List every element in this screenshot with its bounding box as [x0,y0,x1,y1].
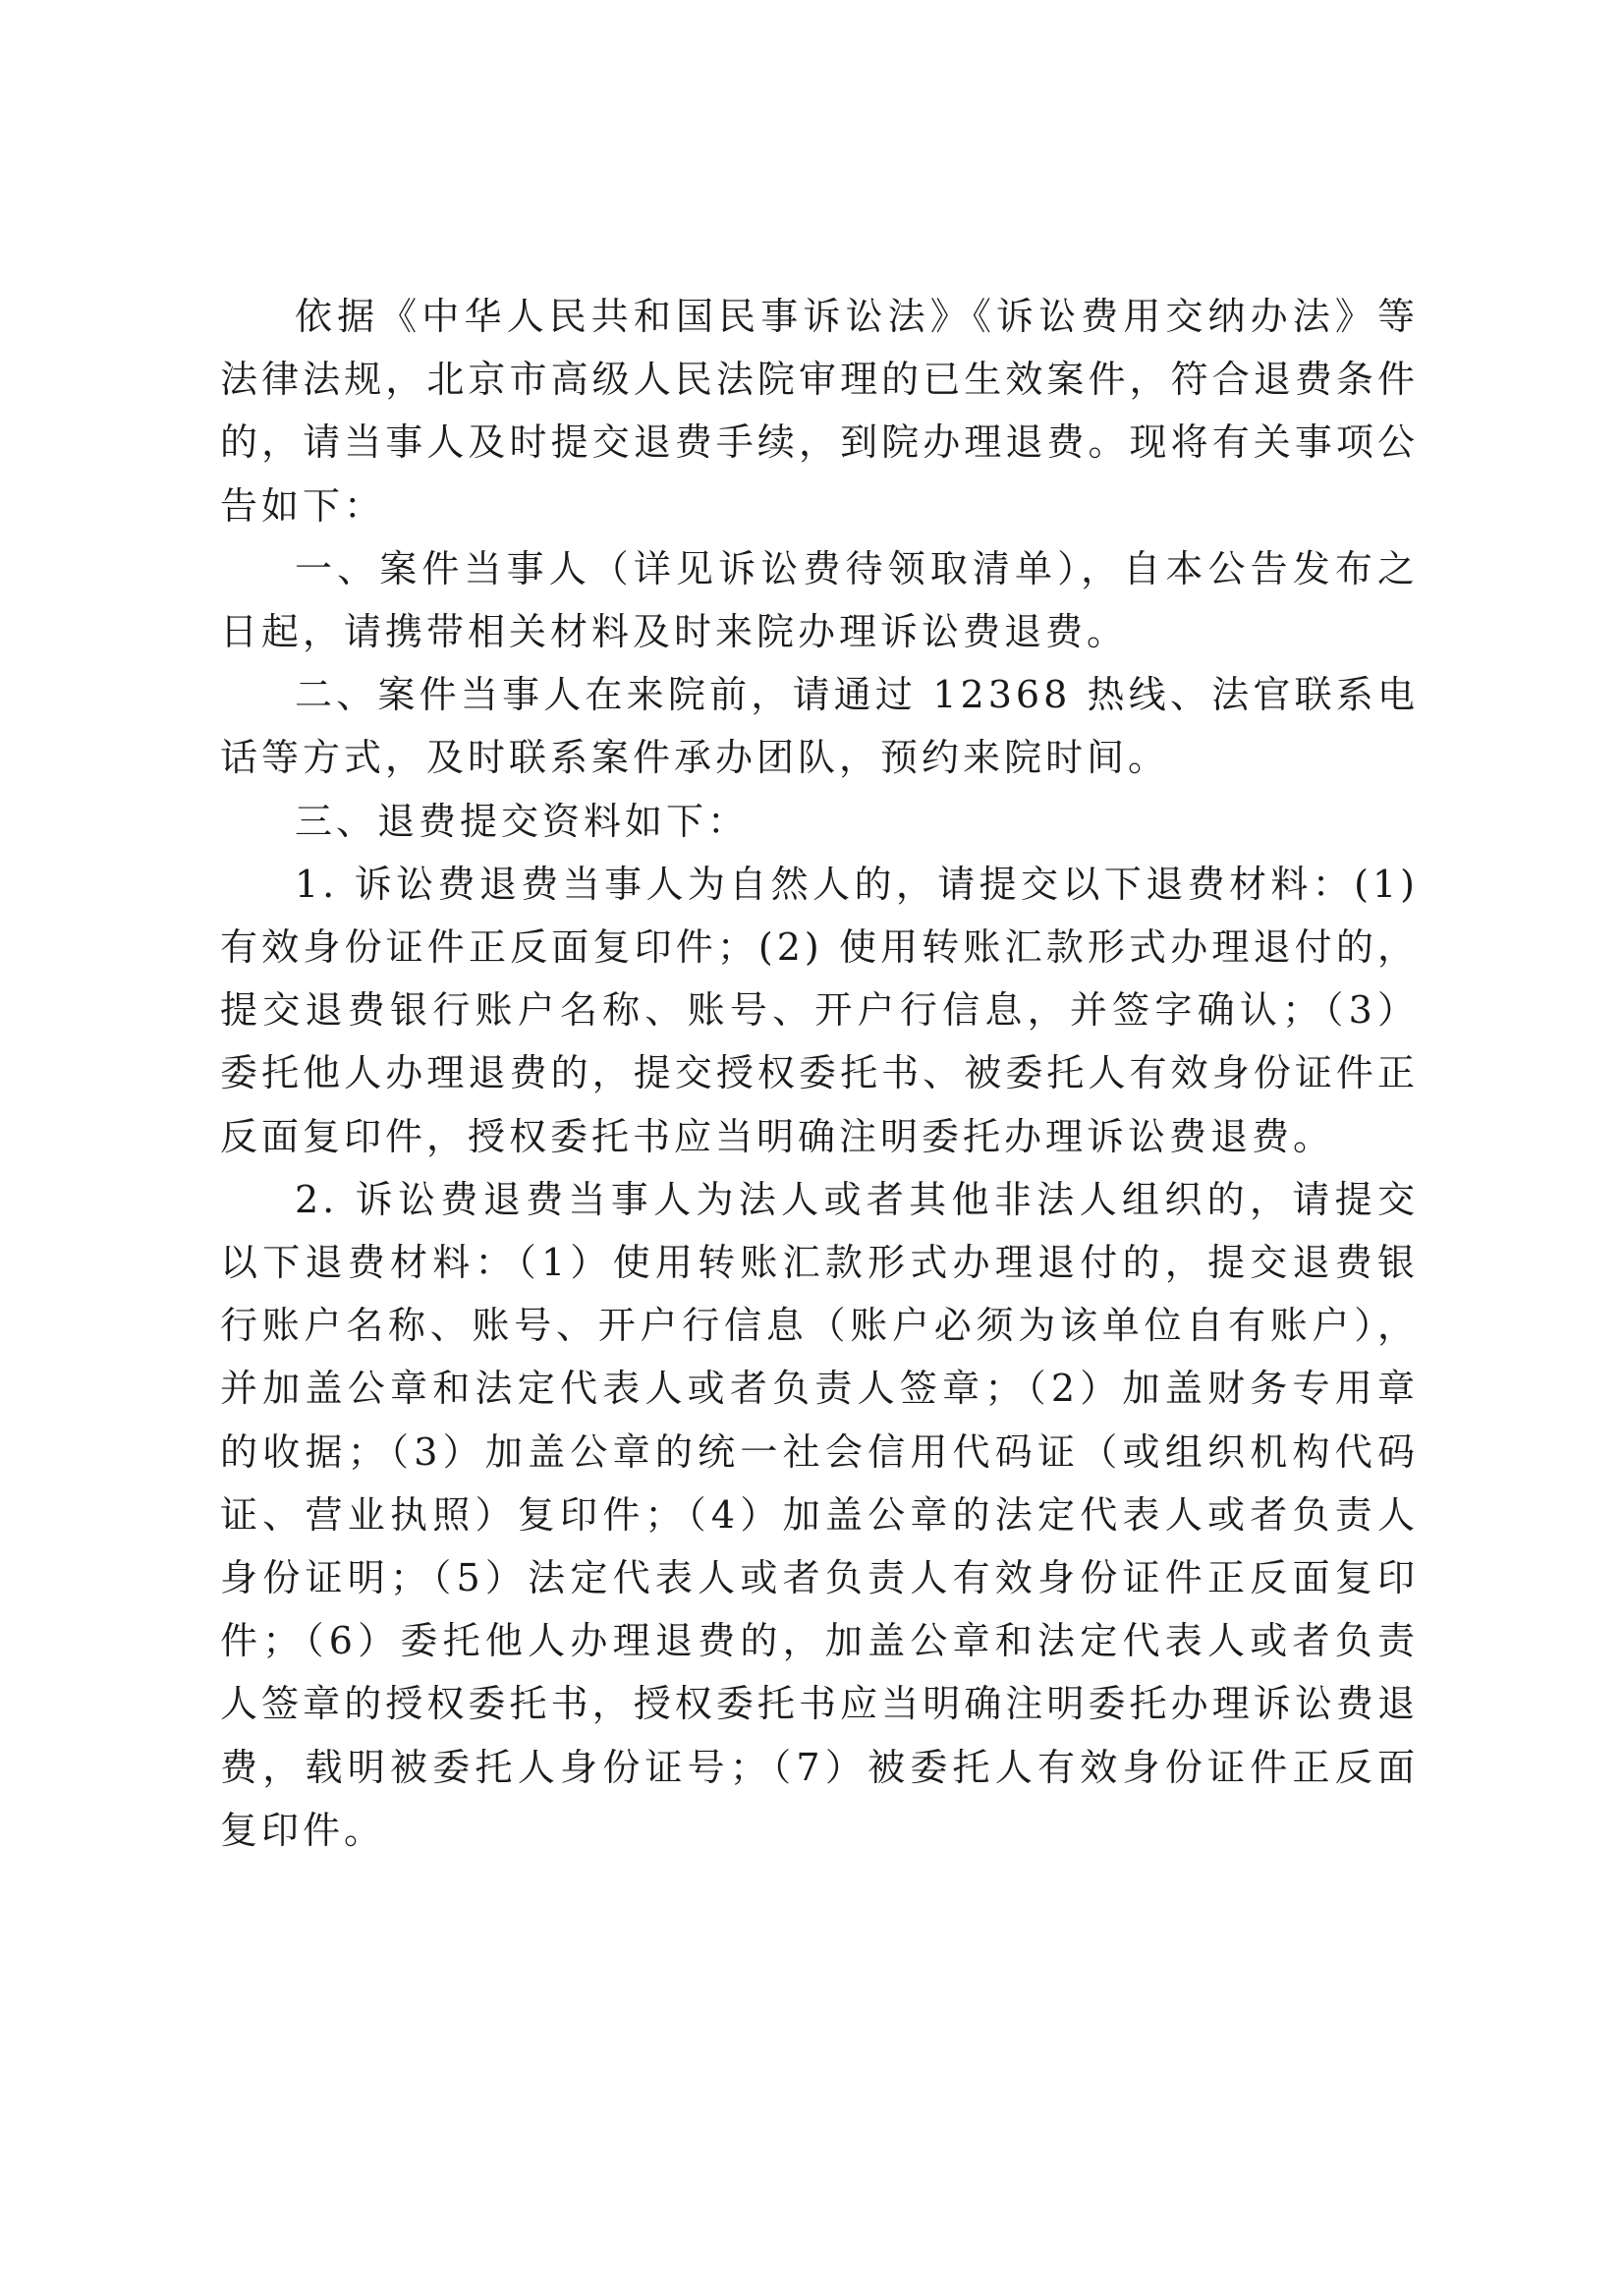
item-three-heading: 三、退费提交资料如下： [295,799,750,843]
intro-paragraph: 依据《中华人民共和国民事诉讼法》《诉讼费用交纳办法》等法律法规，北京市高级人民法院审理的已生效案件，符合退费条件的，请当事人及时提交退费手续，到院办理退费。现将有关事项公告如下： [220,295,1419,528]
legal-entity-materials-paragraph: 2. 诉讼费退费当事人为法人或者其他非法人组织的，请提交以下退费材料：（1）使用转账汇款形式办理退付的，提交退费银行账户名称、账号、开户行信息（账户必须为该单位自有账户），并加盖公章和法定代表人或者负责人签章；（2）加盖财务专用章的收据；（3）加盖公章的统一社会信用代码证（或组织机构代码证、营业执照）复印件；（4）加盖公章的法定代表人或者负责人身份证明；（5）法定代表人或者负责人有效身份证件正反面复印件；（6）委托他人办理退费的，加盖公章和法定代表人或者负责人签章的授权委托书，授权委托书应当明确注明委托办理诉讼费退费，载明被委托人身份证号；（7）被委托人有效身份证件正反面复印件。 [220,1177,1419,1852]
item-one-paragraph: 一、案件当事人（详见诉讼费待领取清单），自本公告发布之日起，请携带相关材料及时来院办理诉讼费退费。 [220,546,1419,654]
item-two-paragraph: 二、案件当事人在来院前，请通过 12368 热线、法官联系电话等方式，及时联系案件承办团队，预约来院时间。 [220,673,1419,780]
document-body [220,285,1419,1862]
natural-person-materials-paragraph: 1. 诉讼费退费当事人为自然人的，请提交以下退费材料：(1) 有效身份证件正反面复印件；(2) 使用转账汇款形式办理退付的，提交退费银行账户名称、账号、开户行信息，并签字确认；（3）委托他人办理退费的，提交授权委托书、被委托人有效身份证件正反面复印件，授权委托书应当明确注明委托办理诉讼费退费。 [220,862,1419,1158]
